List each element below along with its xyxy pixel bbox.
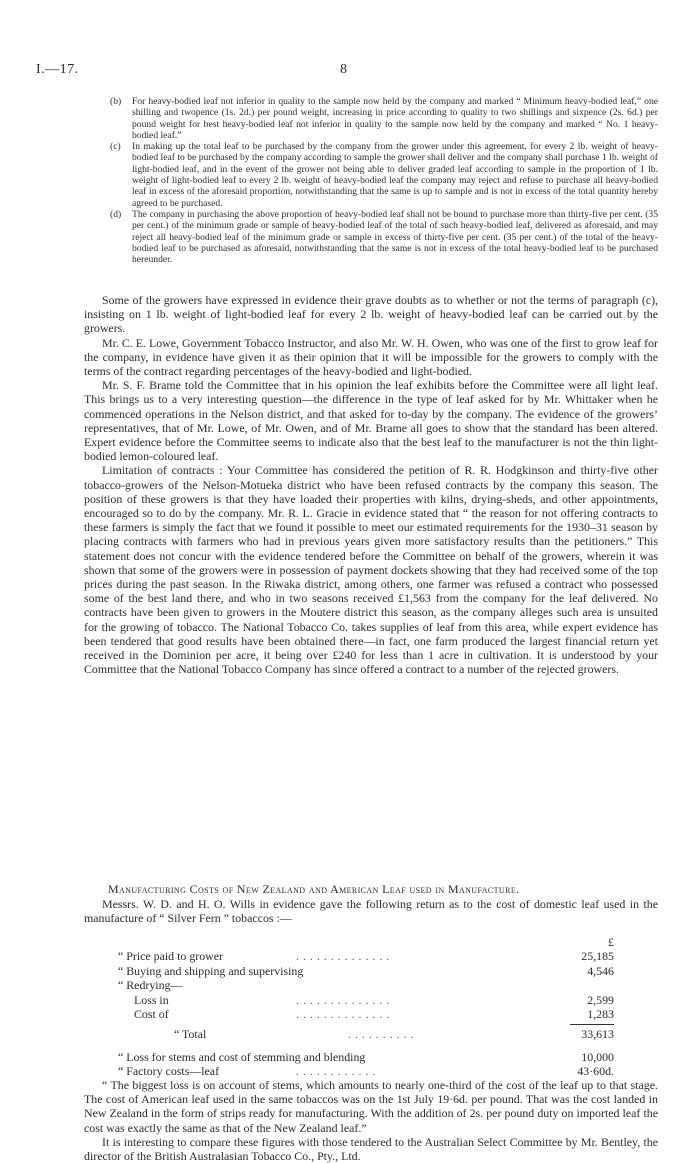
paragraph-lowe-owen: Mr. C. E. Lowe, Government Tobacco Instructor, and also Mr. W. H. Owen, who was one of the first to grow leaf for the company, in evidence have given it as their opinion that it will be impossible for the growers to comply with the terms of the contract regarding percentages of the heavy-bodied and light-bodied. (84, 335, 658, 379)
table-row-total (118, 1027, 614, 1041)
closing-text (84, 1078, 658, 1163)
section-intro-text: Messrs. W. D. and H. O. Wills in evidence gave the following return as to the cost of domestic leaf used in the manufacture of “ Silver Fern ” tobaccos :— (84, 897, 658, 926)
leader-dots: . . . . . . . . . . . . . . (296, 949, 390, 964)
table-row (118, 1064, 614, 1078)
row-label: “ Price paid to grower (118, 949, 223, 964)
leader-dots: . . . . . . . . . . . . (296, 1064, 376, 1079)
paragraph-biggest-loss: “ The biggest loss is on account of stems, which amounts to nearly one-third of the cost of the leaf up to that stage. The cost of American leaf used in the same tobaccos was on the 1st July 19·6d. per pound. That was the cost landed in New Zealand in the form of strips ready for manufacturing. With the addition of 2s. per pound duty on imported leaf the cost was exactly the same as that of the New Zealand leaf.” (84, 1078, 658, 1135)
row-value: 33,613 (581, 1027, 614, 1042)
clause-text: For heavy-bodied leaf not inferior in quality to the sample now held by the company and marked “ Minimum heavy-bodied leaf,” one shilling and twopence (1s. 2d.) per pound weight, increasing in price according to quality to two shillings and sixpence (2s. 6d.) per pound weight for best heavy-bodied leaf not inferior in quality to the sample now held by the company and marked “ No. 1 heavy-bodied leaf.” (132, 96, 658, 141)
table-row (118, 1007, 614, 1021)
leader-dots: . . . . . . . . . . . . . . (296, 1006, 390, 1021)
report-reference: I.—17. (36, 62, 79, 77)
table-row (118, 1050, 614, 1064)
body-text (84, 293, 658, 676)
row-value: 4,546 (587, 963, 614, 978)
clause-label: (c) (110, 141, 121, 153)
row-value: 43·60d. (577, 1064, 614, 1079)
clause-b (110, 96, 658, 141)
table-row (118, 949, 614, 963)
row-label: “ Factory costs—leaf (118, 1064, 220, 1079)
clause-label: (b) (110, 96, 122, 107)
paragraph-brame: Mr. S. F. Brame told the Committee that in his opinion the leaf exhibits before the Committee were all light leaf. This brings us to a very interesting question—the difference in the type of leaf asked for by Mr. Whittaker when he commenced operations in the Nelson district, and that asked for to-day by the company. The evidence of the growers’ representatives, that of Mr. Lowe, of Mr. Owen, and of Mr. Brame all goes to show that the standard has been altered. Expert evidence before the Committee seems to indicate also that the best leaf to the manufacturer is not the thin light-bodied lemon-coloured leaf. (84, 378, 658, 464)
row-label: Loss in (134, 992, 169, 1007)
row-label: “ Buying and shipping and supervising (118, 963, 304, 978)
table-row (118, 964, 614, 978)
row-label: Cost of (134, 1006, 169, 1021)
row-value: 10,000 (581, 1049, 614, 1064)
cost-table (118, 935, 614, 1079)
clause-d (110, 209, 658, 265)
contract-clauses (110, 96, 658, 265)
spacer (118, 1042, 614, 1050)
clause-text: In making up the total leaf to be purchased by the company from the grower under this agreement, for every 2 lb. weight of heavy-bodied leaf to be purchased by the company according to sample the grower shall deliver and the company shall purchase 1 lb. weight of light-bodied leaf, and in the event of the grower not being able to deliver graded leaf according to sample in the proportion of 1 lb. weight of light-bodied leaf to every 2 lb. weight of heavy-bodied leaf the company may reject and refuse to purchase all heavy-bodied leaf in excess of the aforesaid proportion, notwithstanding that the same is up to sample and is not in excess of the total quantity hereby agreed to be purchased. (132, 141, 658, 209)
leader-dots: . . . . . . . . . . . . . . (296, 992, 390, 1007)
row-value: 2,599 (587, 992, 614, 1007)
clause-text: The company in purchasing the above proportion of heavy-bodied leaf shall not be bound to purchase more than thirty-five per cent. (35 per cent.) of the minimum grade or sample of heavy-bodied leaf of the total of such heavy-bodied leaf, delivered as aforesaid, and may reject all heavy-bodied leaf of the minimum grade or sample in excess of thirty-five per cent. (35 per cent.) of the total of the heavy-bodied leaf to be purchased as aforesaid, notwithstanding that the same is not in excess of the total heavy-bodied leaf to be purchased hereunder. (132, 208, 658, 266)
leader-dots: . . . . . . . . . . (348, 1027, 414, 1042)
currency-row (118, 935, 614, 949)
row-label: “ Loss for stems and cost of stemming and blending (118, 1049, 366, 1064)
clause-label: (d) (110, 208, 122, 220)
table-row (118, 978, 614, 992)
row-label: “ Redrying— (118, 978, 183, 993)
paragraph-limitation-of-contracts: Limitation of contracts : Your Committee has considered the petition of R. R. Hodgkinson and thirty-five other tobacco-growers of the Nelson-Motueka district who have been refused contracts by the company this season. The position of these growers is that they have loaded their properties with kilns, drying-sheds, and other appointments, encouraged so to do by the company. Mr. R. L. Gracie in evidence stated that “ the reason for not offering contracts to these farmers is simply the fact that we found it possible to meet our estimated requirements for the 1930–31 season by placing contracts with farmers who had in previous years given more satisfactory results than the petitioners.” This statement does not concur with the evidence tendered before the Committee on behalf of the growers, wherein it was shown that some of the growers were in possession of payment dockets showing that they had received some of the top prices during the past season. In the Riwaka district, among others, one farmer was refused a contract who possessed some of the best land there, and who in two seasons received £1,563 from the company for the leaf delivered. No contracts have been given to growers in the Moutere district this season, as the company alleges such area is unsuited for the growing of tobacco. The National Tobacco Co. takes supplies of leaf from this area, while expert evidence has been tendered that good results have been obtained there—in fact, one farm produced the largest financial return yet received in the Dominion per acre, it being over £240 for less than 1 acre in cultivation. It is understood by your Committee that the National Tobacco Company has since offered a contract to a number of the rejected growers. (84, 463, 658, 677)
section-intro (84, 897, 658, 925)
paragraph-compare-figures: It is interesting to compare these figures with those tendered to the Australian Select Committee by Mr. Bentley, the director of the British Australasian Tobacco Co., Pty., Ltd. (84, 1134, 658, 1163)
table-row (118, 993, 614, 1007)
row-label: “ Total (174, 1027, 207, 1042)
clause-c (110, 141, 658, 209)
currency-symbol: £ (608, 935, 614, 949)
paragraph-growers-doubts: Some of the growers have expressed in evidence their grave doubts as to whether or not the terms of paragraph (c), insisting on 1 lb. weight of light-bodied leaf for every 2 lb. weight of heavy-bodied leaf can be carried out by the growers. (84, 293, 658, 336)
page-number: 8 (340, 62, 347, 77)
row-value: 1,283 (587, 1006, 614, 1021)
total-rule (570, 1024, 614, 1025)
section-heading: Manufacturing Costs of New Zealand and American Leaf used in Manufacture. (108, 882, 520, 896)
row-value: 25,185 (581, 949, 614, 964)
